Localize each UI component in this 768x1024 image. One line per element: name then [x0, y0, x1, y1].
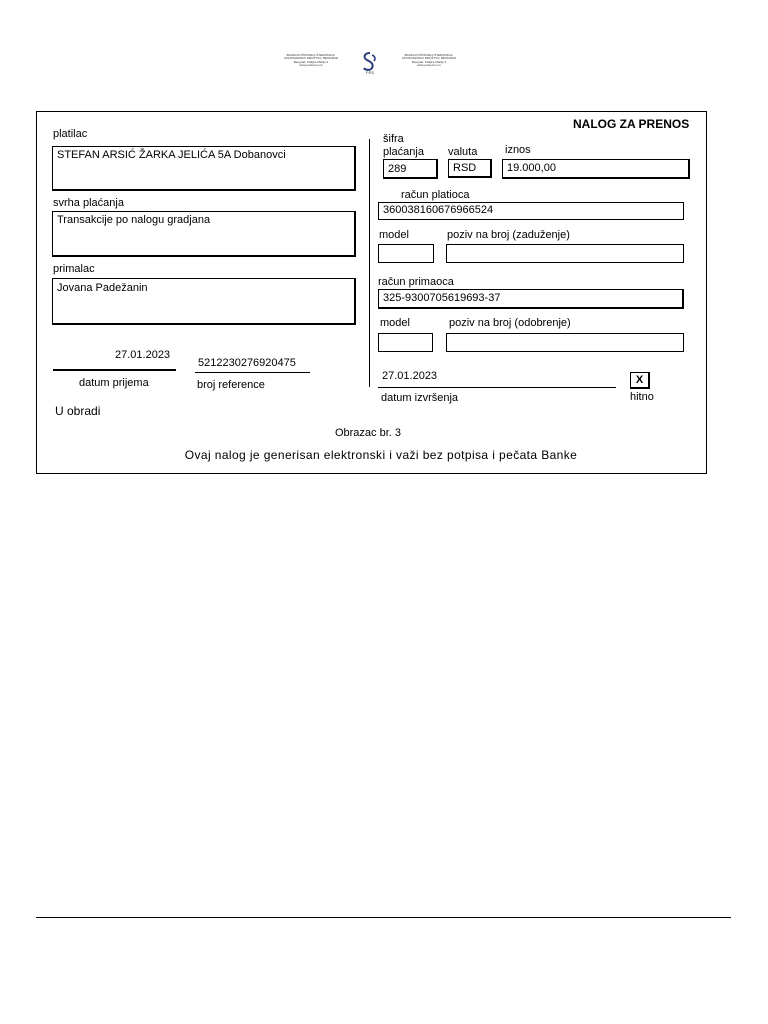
- bank-line: AKCIONARSKO DRUŠTVO, BEOGRAD: [283, 56, 339, 61]
- credit-reference-label: poziv na broj (odobrenje): [449, 317, 571, 329]
- receipt-date-label: datum prijema: [79, 377, 149, 389]
- receipt-date-value: 27.01.2023: [115, 349, 171, 361]
- currency-label: valuta: [448, 146, 478, 158]
- debit-reference-field[interactable]: [446, 244, 684, 263]
- status-text: U obradi: [55, 404, 101, 418]
- model-label-debit: model: [379, 229, 409, 241]
- bank-line: Beograd, Kraljice Marije 3: [411, 59, 447, 64]
- execution-date-line: [378, 387, 616, 388]
- payment-code-label-line2: plaćanja: [383, 146, 424, 158]
- bank-logo-mark: PSS: [365, 70, 374, 75]
- form-title: NALOG ZA PRENOS: [573, 117, 690, 131]
- model-label-credit: model: [380, 317, 410, 329]
- amount-field[interactable]: 19.000,00: [502, 159, 690, 179]
- reference-value: 5212230276920475: [198, 357, 296, 369]
- credit-reference-field[interactable]: [446, 333, 684, 352]
- bank-line: www.posted.co.rs: [417, 63, 441, 68]
- payer-account-label: račun platioca: [401, 189, 470, 201]
- urgent-label: hitno: [630, 391, 654, 403]
- recipient-label: primalac: [53, 263, 95, 275]
- page-bottom-rule: [36, 917, 731, 918]
- footer-note: Ovaj nalog je generisan elektronski i važi bez potpisa i pečata Banke: [184, 448, 578, 462]
- bank-header-left-text: [280, 54, 342, 68]
- bank-line: Beograd, Kraljice Marije 3: [293, 59, 329, 64]
- payer-account-field[interactable]: 360038160676966524: [378, 202, 684, 220]
- payment-code-field[interactable]: 289: [383, 159, 438, 179]
- bank-logo: [360, 52, 380, 76]
- form-number: Obrazac br. 3: [334, 427, 402, 439]
- payer-field[interactable]: STEFAN ARSIĆ ŽARKA JELIĆA 5A Dobanovci: [52, 146, 356, 191]
- model-field-credit[interactable]: [378, 333, 433, 352]
- recipient-account-field[interactable]: 325-9300705619693-37: [378, 289, 684, 309]
- reference-label: broj reference: [197, 379, 265, 391]
- urgent-checkbox[interactable]: X: [630, 372, 650, 389]
- receipt-date-line: [53, 369, 176, 371]
- bank-line: BANKA POŠTANSKA ŠTEDIONICA,: [286, 53, 336, 57]
- model-field-debit[interactable]: [378, 244, 434, 263]
- currency-field[interactable]: RSD: [448, 159, 492, 178]
- recipient-field[interactable]: Jovana Padežanin: [52, 278, 356, 325]
- bank-line: AKCIONARSKO DRUŠTVO, BEOGRAD: [401, 56, 457, 61]
- purpose-field[interactable]: Transakcije po nalogu gradjana: [52, 211, 356, 257]
- execution-date-label: datum izvršenja: [381, 392, 459, 404]
- column-divider: [369, 139, 370, 387]
- bank-line: www.posted.co.rs: [299, 63, 323, 68]
- recipient-account-label: račun primaoca: [378, 276, 454, 288]
- payer-label: platilac: [53, 128, 88, 140]
- debit-reference-label: poziv na broj (zaduženje): [447, 229, 570, 241]
- amount-label: iznos: [505, 144, 531, 156]
- payment-code-label: [383, 133, 424, 159]
- payment-code-label-line1: šifra: [383, 133, 404, 145]
- bank-header-right-text: [398, 54, 460, 68]
- purpose-label: svrha plaćanja: [53, 197, 124, 209]
- reference-line: [195, 372, 310, 373]
- bank-line: BANKA POŠTANSKA ŠTEDIONICA,: [404, 53, 454, 57]
- execution-date-value: 27.01.2023: [382, 370, 438, 382]
- bank-header: [280, 52, 462, 76]
